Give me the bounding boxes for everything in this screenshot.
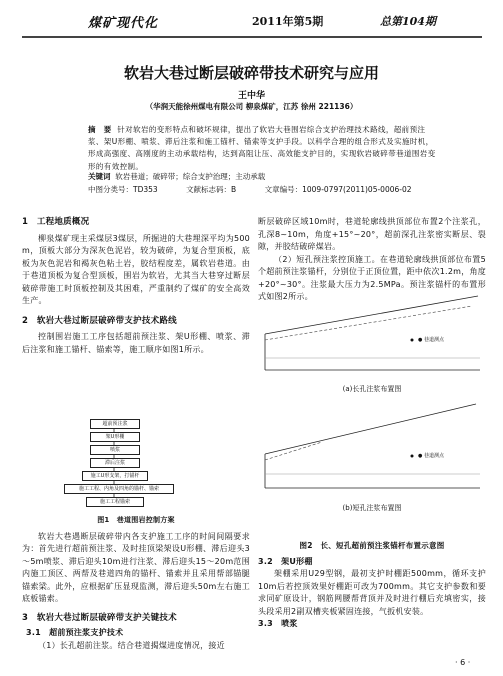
flow-step-2: 架U形棚 bbox=[90, 432, 140, 442]
figure-1-caption: 图1 巷道围岩控制方案 bbox=[97, 516, 175, 524]
section-1-title: 1 工程地质概况 bbox=[22, 217, 90, 227]
figure-1-flowchart bbox=[60, 418, 220, 510]
keywords bbox=[88, 171, 440, 182]
document-code: 文献标志码：B bbox=[186, 185, 237, 194]
right-column-lower bbox=[258, 540, 486, 631]
right-text-1: 断层破碎区域10m时，巷道轮廓线拱顶部位布置2个注浆孔，孔深8~10m，角度+15°~20°，超前深孔注浆密实断层、裂隙，并胶结破碎煤岩。 bbox=[258, 217, 486, 251]
paper-title: 软岩大巷过断层破碎带技术研究与应用 bbox=[123, 64, 379, 82]
keywords-text: 软岩巷道；破碎带；综合支护治理；主动承载 bbox=[115, 172, 266, 181]
article-number: 文章编号：1009-0797(2011)05-0006-02 bbox=[264, 185, 412, 194]
flow-step-3: 喷浆 bbox=[90, 445, 140, 455]
section-2-title: 2 软岩大巷过断层破碎带支护技术路线 bbox=[22, 315, 177, 326]
total-issue-label: 总第104期 bbox=[380, 15, 436, 28]
keywords-label: 关键词 bbox=[88, 172, 111, 181]
abstract-label: 摘 要 bbox=[88, 125, 112, 134]
section-3-2-text: 架棚采用U29型钢，最初支护时棚距500mm，循环支护10m后若控顶效果好棚距可改为700mm。其它支护参数和要求同矿原设计，钢筋网腰帮背顶并及时进行棚后充填密实，接头段采用2副双槽夹板紧固连接，气扳机安装。 bbox=[258, 569, 486, 616]
clc-number: 中图分类号：TD353 bbox=[88, 185, 158, 194]
issue-label: 2011年第5期 bbox=[252, 15, 324, 28]
figure-2a-caption: (a)长孔注浆布置图 bbox=[342, 385, 402, 393]
section-3-2-title: 3.2 架U形棚 bbox=[258, 556, 313, 566]
section-2-text-2: 软岩大巷遇断层破碎带内各支护施工工序的时间间隔要求为：首先进行超前预注浆、及时挂顶梁架设U形棚、滞后迎头3～5m喷浆、滞后迎头10m进行注浆、滞后迎头15～20m范围内施工顶区、两帮及巷道四角的锚杆、锚索并且采用帮部锚腿锚索梁。此外，应根据矿压显现监测，滞后迎头50m左右施工底板锚索。 bbox=[22, 531, 250, 603]
section-3-title: 3 软岩大巷过断层破碎带支护关键技术 bbox=[22, 612, 177, 623]
figure-2a-diagram bbox=[262, 290, 482, 380]
flow-step-4: 滞后注浆 bbox=[90, 458, 140, 468]
right-text-2: （2）短孔预注浆控顶施工。在巷道轮廓线拱顶部位布置5个超前预注浆锚杆，分别位于正顶位置，距中依次1.2m，角度+20°~30°。注浆最大压力为2.5MPa。预注浆锚杆的布置形式如图2所示。 bbox=[258, 254, 486, 301]
long-hole-grouting-drawing bbox=[262, 290, 482, 380]
figure-2b-legend: ● 巷道测点 bbox=[418, 453, 444, 459]
section-3-1-title: 3.1 超前预注浆支护技术 bbox=[26, 628, 124, 637]
flow-step-1: 超前预注浆 bbox=[90, 419, 140, 429]
short-hole-grouting-drawing bbox=[262, 398, 482, 498]
section-3-1-text: （1）长孔超前注浆。结合巷道揭煤进度情况，接近 bbox=[38, 640, 225, 650]
flow-step-6: 施工工程、内角及四角的锚杆、锚索 bbox=[64, 484, 174, 494]
section-2-text: 控制围岩施工工序包括超前预注浆、架U形棚、喷浆、滞后注浆和施工锚杆、锚索等，施工顺序如图1所示。 bbox=[22, 332, 250, 354]
figure-2b-diagram bbox=[262, 398, 482, 498]
section-1-text: 柳泉煤矿现主采煤层3煤层，所掘进的大巷埋深平均为500 m，顶板大部分为深灰色泥岩，较为破碎，为复合型顶板，底板为灰色泥岩和褐灰色粘土岩，胶结程度差，属软岩巷道。由于巷道顶板为复合型顶板，围岩为软岩，尤其当大巷穿过断层破碎带施工时顶板控制及其困难，严重制约了煤矿的安全高效生产。 bbox=[22, 233, 250, 305]
left-column bbox=[22, 216, 250, 356]
abstract-text: 针对软岩的变形特点和破坏规律，提出了软岩大巷围岩综合支护治理技术路线，超前预注浆、架U形棚、喷浆、滞后注浆和施工锚杆、锚索等支护手段。以科学合理的组合形式及实施时机，形成高强度、高刚度的主动承载结构，达到高阻让压、高效能支护目的，实现软岩破碎带巷道围岩变形的有效控制。 bbox=[88, 125, 436, 171]
classification-line bbox=[88, 184, 468, 195]
flow-step-5: 施工U形支架，打锚杆 bbox=[82, 471, 148, 481]
section-3-3-title: 3.3 喷浆 bbox=[258, 619, 298, 628]
abstract bbox=[88, 124, 440, 173]
affiliation: （华润天能徐州煤电有限公司 柳泉煤矿，江苏 徐州 221136） bbox=[145, 102, 358, 111]
flow-step-7: 施工工程锚索 bbox=[86, 497, 144, 507]
left-column-lower bbox=[22, 514, 250, 652]
journal-header bbox=[22, 8, 482, 38]
journal-name: 煤矿现代化 bbox=[88, 16, 159, 31]
figure-2b-caption: (b)短孔注浆布置图 bbox=[342, 504, 402, 512]
figure-2a-legend: ● 巷道测点 bbox=[418, 337, 444, 343]
figure-2-caption: 图2 长、短孔超前预注浆锚杆布置示意图 bbox=[299, 541, 445, 550]
author: 王中华 bbox=[237, 91, 265, 101]
page-number: · 6 · bbox=[455, 658, 471, 667]
